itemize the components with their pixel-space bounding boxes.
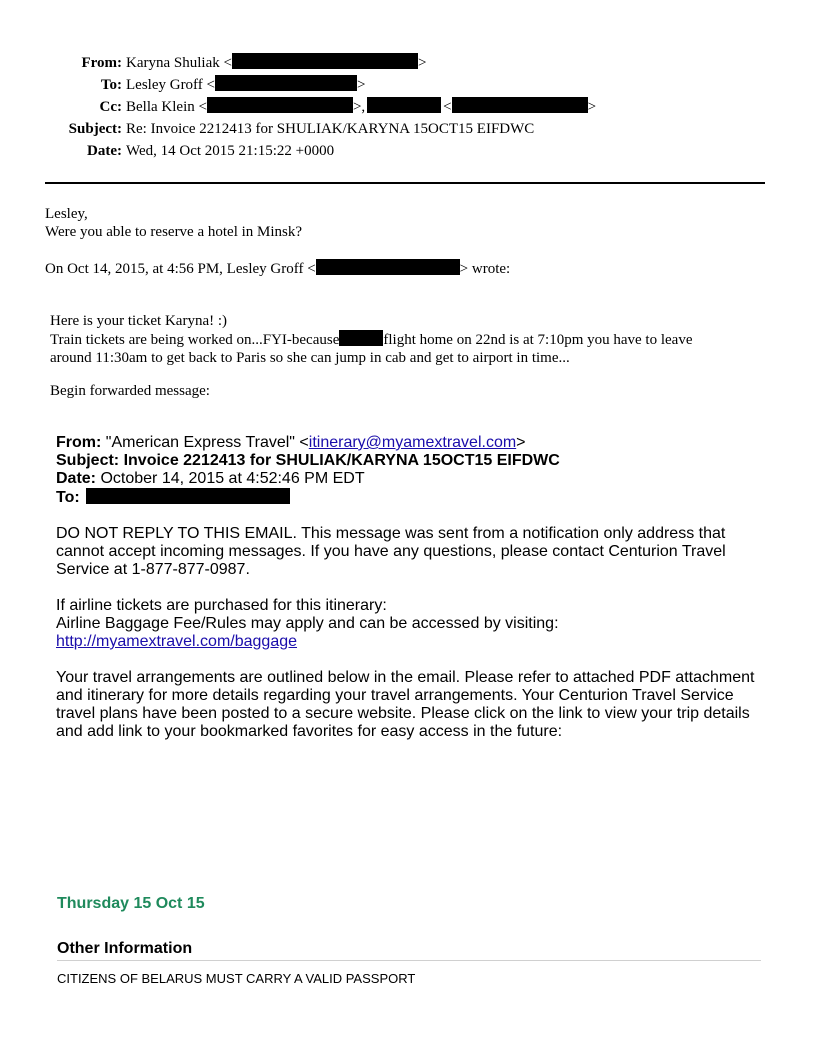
subject-label: Subject: xyxy=(68,121,122,137)
fwd-para-3: Your travel arrangements are outlined below in the email. Please refer to attached PDF attachment and itinerary for more details regarding your travel arrangements. Your Centurion Travel Service travel plans have been posted to a secure website. Please click on the link to view your trip details and add link to your bookmarked favorites for easy access in the future: xyxy=(56,669,755,740)
fwd-para-1: DO NOT REPLY TO THIS EMAIL. This message was sent from a notification only address that cannot accept incoming messages. If you have any questions, please contact Centurion Travel Service at 1-877-877-0987. xyxy=(56,525,726,578)
redaction-block xyxy=(339,330,383,346)
cc-label: Cc: xyxy=(99,99,122,115)
from-close: > xyxy=(417,55,427,71)
cc-row xyxy=(30,96,598,118)
fwd-from-name: "American Express Travel" < xyxy=(105,434,309,451)
begin-forwarded: Begin forwarded message: xyxy=(50,383,210,399)
subject-row xyxy=(30,118,598,140)
fwd-from-email-link[interactable]: itinerary@myamextravel.com xyxy=(308,434,517,451)
cc-open: < xyxy=(443,99,452,115)
redaction-block xyxy=(86,488,290,504)
quoted-line-2a: Train tickets are being worked on...FYI-because xyxy=(50,332,340,348)
reply-greeting: Lesley, xyxy=(45,206,88,222)
subject-text: Re: Invoice 2212413 for SHULIAK/KARYNA 15OCT15 EIFDWC xyxy=(126,121,535,137)
fwd-from-row xyxy=(56,434,761,452)
from-row xyxy=(30,52,598,74)
fwd-subject-row xyxy=(56,452,761,470)
from-name: Karyna Shuliak < xyxy=(126,55,232,71)
fwd-from-label: From: xyxy=(56,434,102,451)
date-text: Wed, 14 Oct 2015 21:15:22 +0000 xyxy=(126,143,335,159)
fwd-from-close: > xyxy=(516,434,526,451)
header-divider xyxy=(45,182,765,184)
redaction-block xyxy=(316,259,460,275)
from-label: From: xyxy=(81,55,122,71)
quoted-message xyxy=(50,312,770,367)
reply-question: Were you able to reserve a hotel in Minsk? xyxy=(45,224,303,240)
fwd-date-row xyxy=(56,470,761,488)
date-label: Date: xyxy=(87,143,122,159)
citizens-note: CITIZENS OF BELARUS MUST CARRY A VALID PASSPORT xyxy=(57,971,416,986)
cc-name: Bella Klein < xyxy=(126,99,207,115)
redaction-block xyxy=(367,97,441,113)
quoted-line-2 xyxy=(50,330,770,349)
to-close: > xyxy=(357,77,366,93)
date-row xyxy=(30,140,598,162)
fwd-para-2 xyxy=(56,597,761,651)
to-name: Lesley Groff < xyxy=(126,77,215,93)
quoted-line-3: around 11:30am to get back to Paris so she can jump in cab and get to airport in time... xyxy=(50,350,570,366)
fwd-para-2b: Airline Baggage Fee/Rules may apply and can be accessed by visiting: xyxy=(56,615,559,632)
fwd-date-label: Date: xyxy=(56,470,97,487)
section-divider xyxy=(57,960,761,961)
to-row xyxy=(30,74,598,96)
forwarded-header xyxy=(56,434,761,507)
redaction-block xyxy=(452,97,588,113)
cc-close: > xyxy=(587,99,597,115)
redaction-block xyxy=(215,75,357,91)
quote-wrote-text: > wrote: xyxy=(459,261,511,277)
fwd-subject-label: Subject: xyxy=(56,452,120,469)
reply-body xyxy=(45,205,302,241)
redaction-block xyxy=(232,53,418,69)
cc-separator: >, xyxy=(352,99,366,115)
itinerary-date-heading: Thursday 15 Oct 15 xyxy=(57,895,205,912)
redaction-block xyxy=(207,97,353,113)
to-label: To: xyxy=(100,77,122,93)
other-information-heading: Other Information xyxy=(57,940,193,957)
baggage-link[interactable]: http://myamextravel.com/baggage xyxy=(56,633,298,650)
quoted-line-2b: flight home on 22nd is at 7:10pm you have to leave xyxy=(383,332,693,348)
fwd-subject-text: Invoice 2212413 for SHULIAK/KARYNA 15OCT15 EIFDWC xyxy=(123,452,560,469)
email-header xyxy=(30,52,598,162)
fwd-to-row xyxy=(56,488,761,507)
fwd-date-text: October 14, 2015 at 4:52:46 PM EDT xyxy=(100,470,365,487)
fwd-para-2a: If airline tickets are purchased for this itinerary: xyxy=(56,597,387,614)
quoted-line-1: Here is your ticket Karyna! :) xyxy=(50,313,228,329)
quote-intro xyxy=(45,259,510,278)
quote-intro-text: On Oct 14, 2015, at 4:56 PM, Lesley Groff < xyxy=(45,261,316,277)
fwd-to-label: To: xyxy=(56,489,80,506)
